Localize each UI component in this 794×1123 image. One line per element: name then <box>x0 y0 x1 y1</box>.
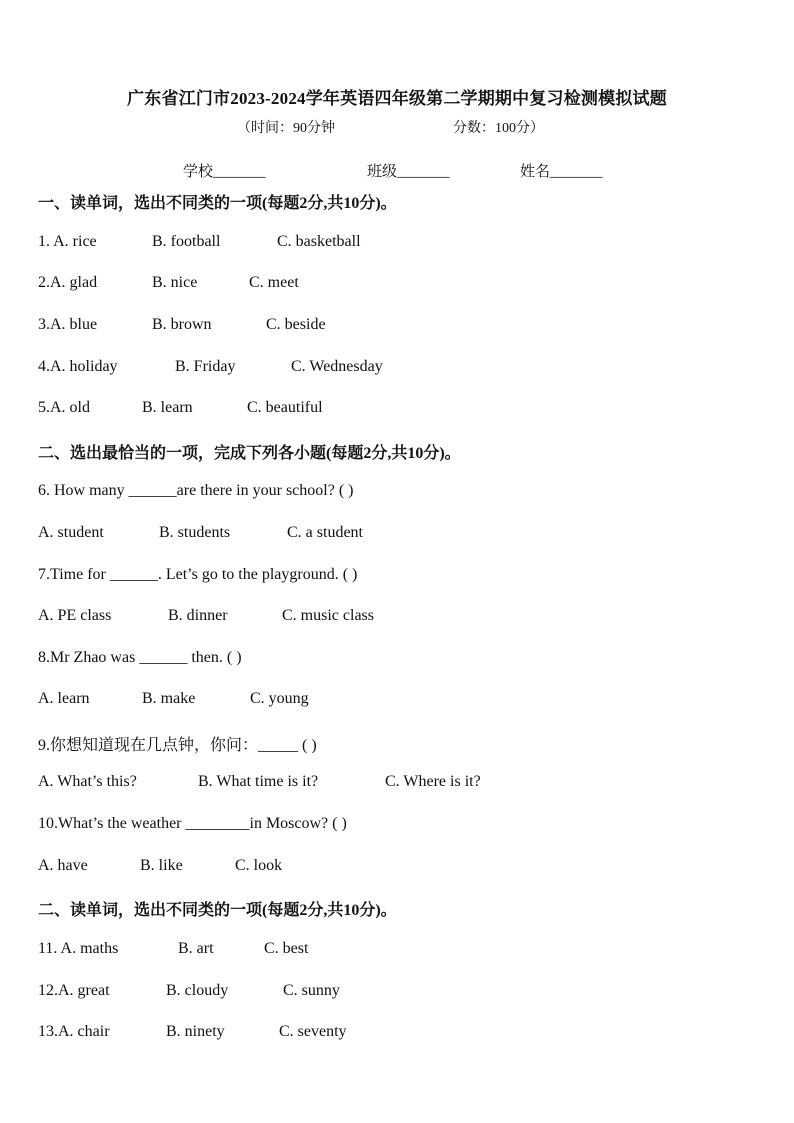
q5-option-b: B. learn <box>142 399 193 416</box>
q8-option-c: C. young <box>250 690 309 707</box>
q3-option-a: 3.A. blue <box>38 316 98 333</box>
q10-stem: 10.What’s the weather ________in Moscow? ( ) <box>38 815 347 832</box>
q5-option-c: C. beautiful <box>247 399 323 416</box>
q7-stem: 7.Time for ______. Let’s go to the playground. ( ) <box>38 566 358 583</box>
q12-option-a: 12.A. great <box>38 982 110 999</box>
q6-option-b: B. students <box>159 524 231 541</box>
q4-option-a: 4.A. holiday <box>38 358 118 375</box>
q3-option-b: B. brown <box>152 316 212 333</box>
q3-option-c: C. beside <box>266 316 326 333</box>
name-field: 姓名_______ <box>520 164 603 180</box>
section-2-heading: 二、选出最恰当的一项，完成下列各小题(每题2分,共10分)。 <box>38 445 461 462</box>
q13-option-a: 13.A. chair <box>38 1023 110 1040</box>
q7-option-c: C. music class <box>282 607 374 624</box>
q10-option-b: B. like <box>140 857 183 874</box>
q1-option-b: B. football <box>152 233 221 250</box>
school-field: 学校_______ <box>183 164 266 180</box>
q9-stem: 9.你想知道现在几点钟，你问：_____ ( ) <box>38 737 317 754</box>
q7-option-a: A. PE class <box>38 607 112 624</box>
q8-stem: 8.Mr Zhao was ______ then. ( ) <box>38 649 242 666</box>
exam-time: （时间：90分钟 <box>237 121 335 136</box>
q13-option-c: C. seventy <box>279 1023 347 1040</box>
q5-option-a: 5.A. old <box>38 399 90 416</box>
q2-option-c: C. meet <box>249 274 299 291</box>
q2-option-b: B. nice <box>152 274 198 291</box>
q6-stem: 6. How many ______are there in your school? ( ) <box>38 482 354 499</box>
q1-option-a: 1. A. rice <box>38 233 97 250</box>
q12-option-b: B. cloudy <box>166 982 229 999</box>
q1-option-c: C. basketball <box>277 233 361 250</box>
q7-option-b: B. dinner <box>168 607 228 624</box>
q8-option-a: A. learn <box>38 690 90 707</box>
section-1-heading: 一、读单词，选出不同类的一项(每题2分,共10分)。 <box>38 195 397 212</box>
q10-option-a: A. have <box>38 857 88 874</box>
q4-option-c: C. Wednesday <box>291 358 383 375</box>
q6-option-c: C. a student <box>287 524 363 541</box>
q10-option-c: C. look <box>235 857 283 874</box>
exam-score: 分数：100分） <box>453 121 544 136</box>
exam-title: 广东省江门市2023-2024学年英语四年级第二学期期中复习检测模拟试题 <box>127 89 667 108</box>
section-3-heading: 二、读单词，选出不同类的一项(每题2分,共10分)。 <box>38 902 397 919</box>
class-field: 班级_______ <box>367 164 450 180</box>
q2-option-a: 2.A. glad <box>38 274 98 291</box>
q9-option-b: B. What time is it? <box>198 773 319 790</box>
q11-option-c: C. best <box>264 940 309 957</box>
q13-option-b: B. ninety <box>166 1023 225 1040</box>
q6-option-a: A. student <box>38 524 104 541</box>
q4-option-b: B. Friday <box>175 358 236 375</box>
q8-option-b: B. make <box>142 690 196 707</box>
q11-option-a: 11. A. maths <box>38 940 119 957</box>
q11-option-b: B. art <box>178 940 214 957</box>
q9-option-c: C. Where is it? <box>385 773 481 790</box>
q9-option-a: A. What’s this? <box>38 773 137 790</box>
q12-option-c: C. sunny <box>283 982 340 999</box>
